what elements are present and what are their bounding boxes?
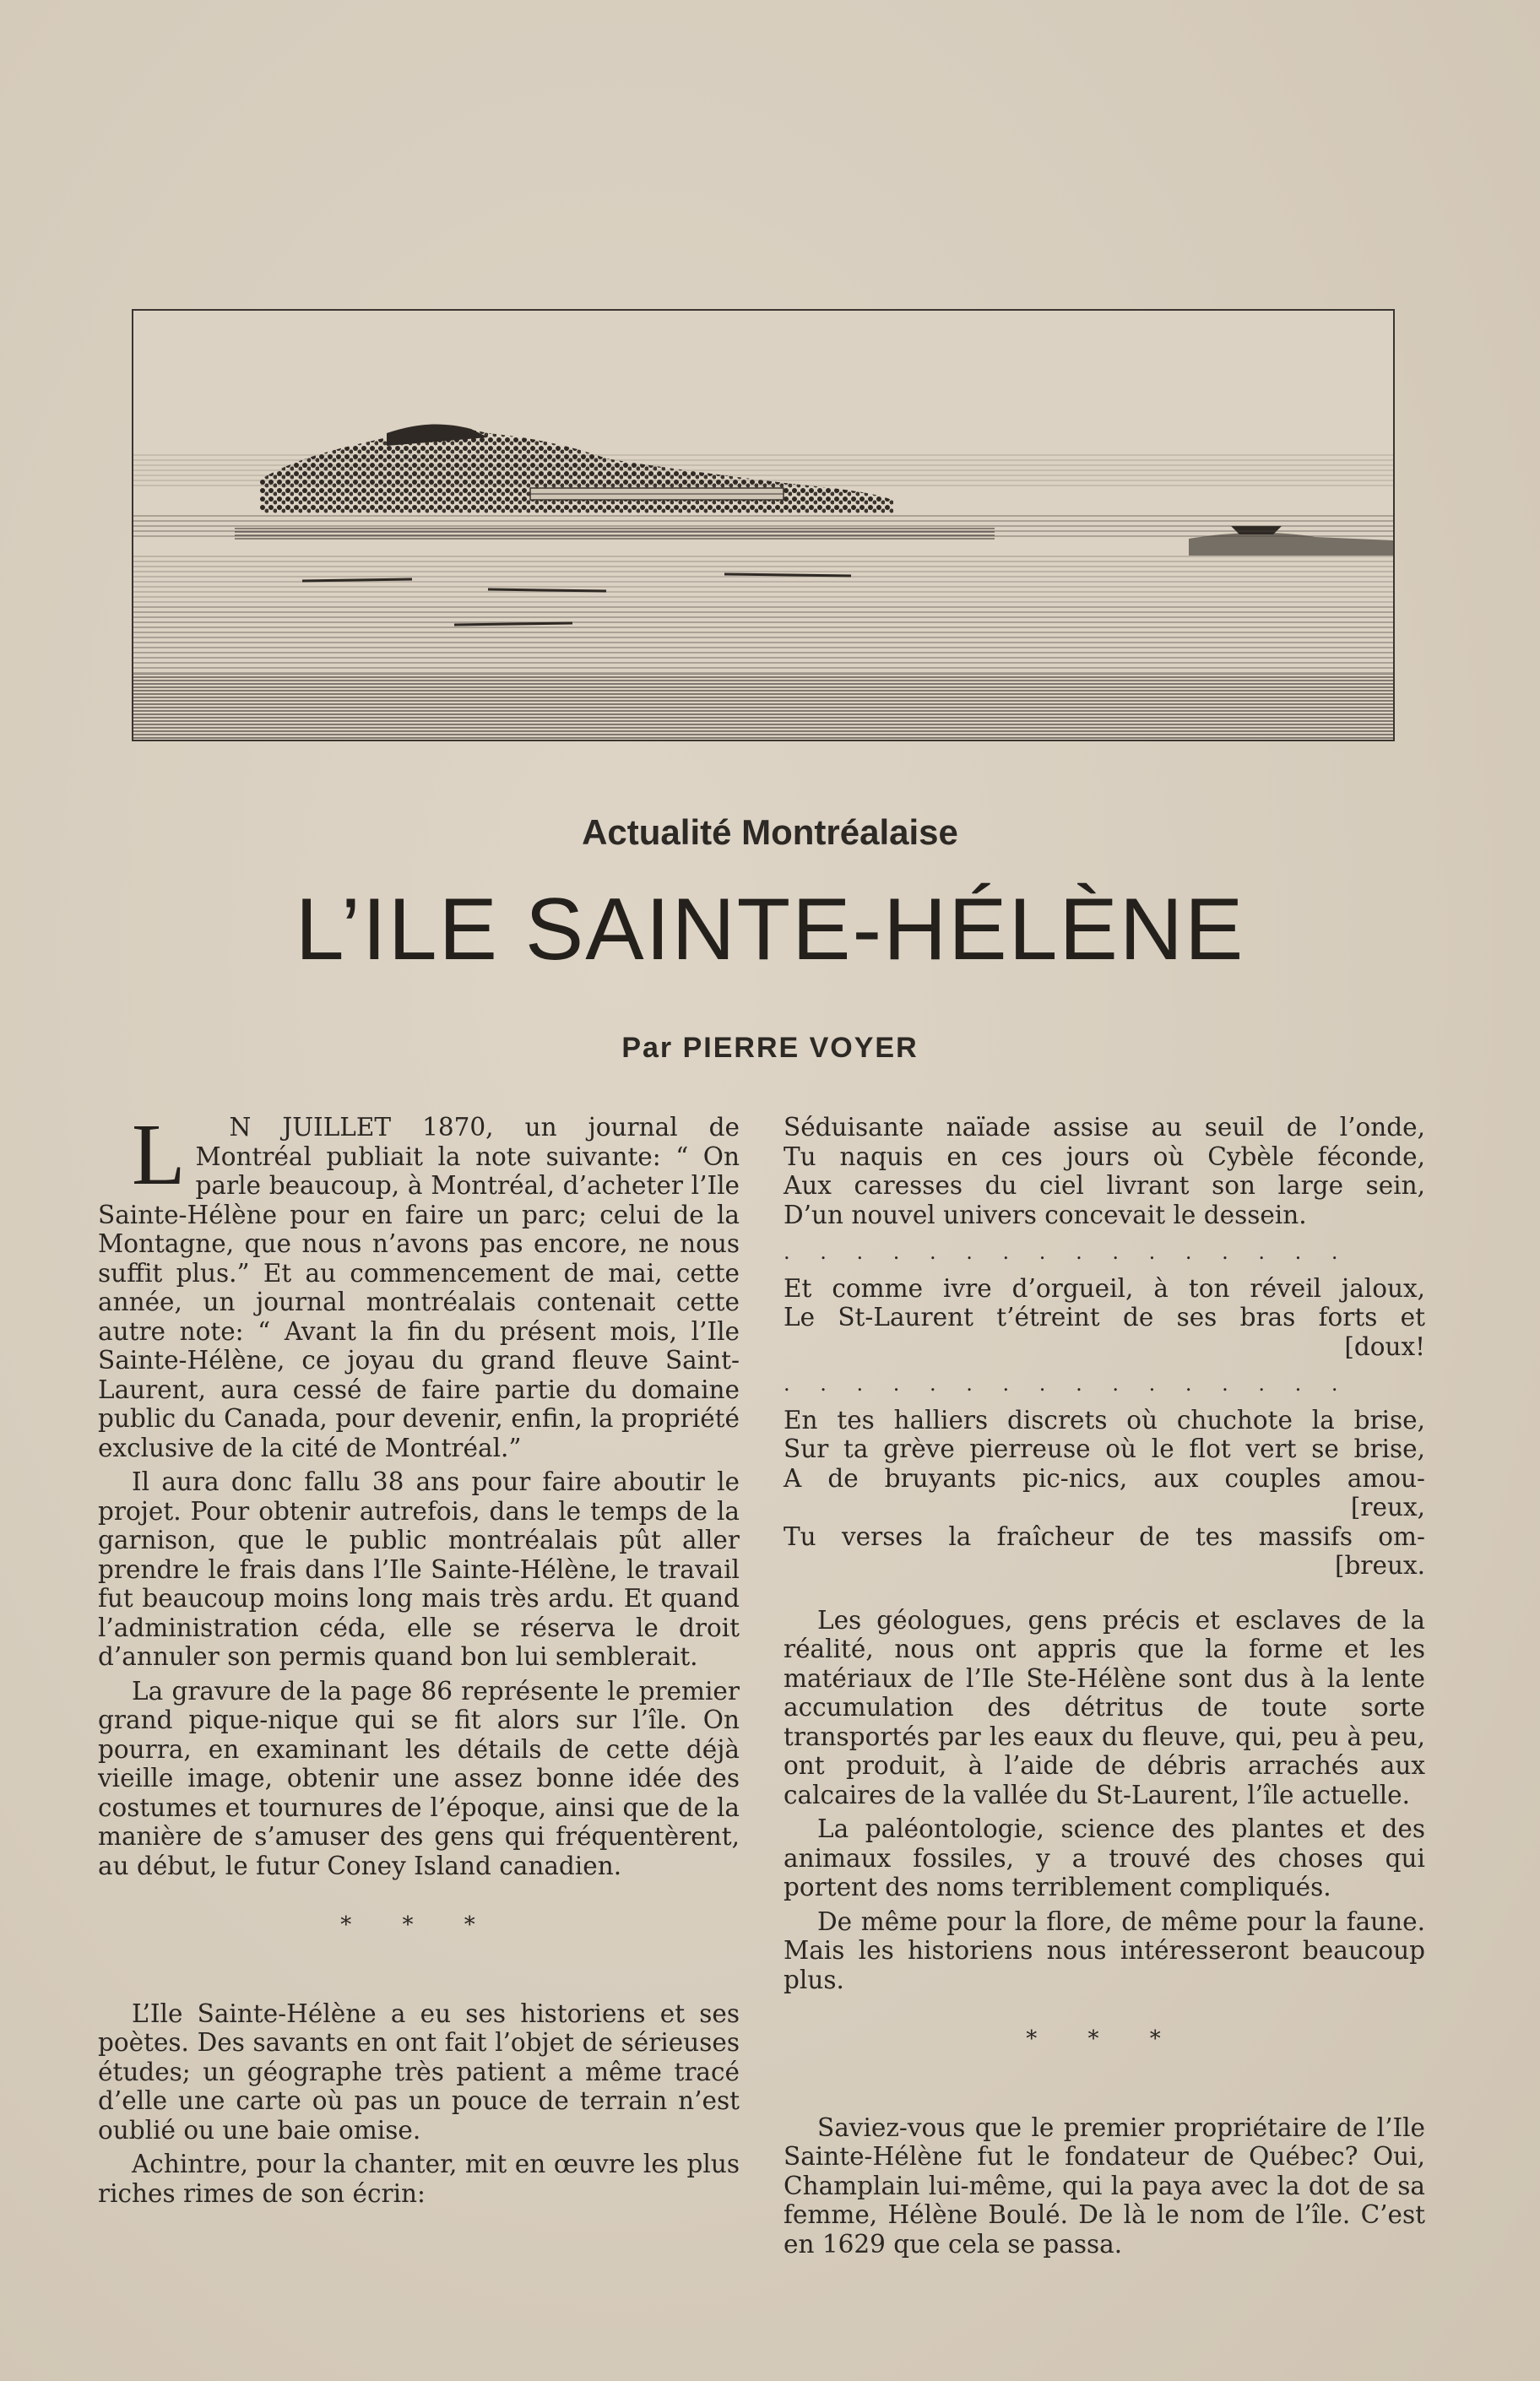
section-kicker: Actualité Montréalaise <box>582 812 958 852</box>
paragraph: L’Ile Sainte-Hélène a eu ses historiens et ses poètes. Des savants en ont fait l’objet de sérieuses études; un géographe très patient a même tracé d’elle une carte où pas un pouce de terrain n’est oublié ou une baie omise. <box>98 1999 740 2145</box>
poem-stanza <box>784 1113 1425 1581</box>
paragraph: Saviez-vous que le premier propriétaire de l’Ile Sainte-Hélène fut le fondateur de Québec? Oui, Champlain lui-même, qui la paya avec la dot de sa femme, Hélène Boulé. De là le nom de l’île. C’est en 1629 que cela se passa. <box>784 2113 1425 2259</box>
island-engraving-illustration <box>132 309 1395 741</box>
verse-line: Sur ta grève pierreuse où le flot vert se brise, <box>784 1435 1425 1463</box>
verse-line: Et comme ivre d’orgueil, à ton réveil jaloux, <box>784 1273 1425 1303</box>
paragraph-opening <box>98 1106 740 1462</box>
verse-line: [reux, <box>1350 1493 1425 1521</box>
verse-line: A de bruyants pic-nics, aux couples amou- <box>784 1463 1425 1493</box>
engraving-island-landscape-icon <box>133 311 1393 740</box>
paragraph: La paléontologie, science des plantes et des animaux fossiles, y a trouvé des choses qui portent des noms terriblement compliqués. <box>784 1814 1425 1901</box>
paragraph: Achintre, pour la chanter, mit en œuvre les plus riches rimes de son écrin: <box>98 2150 740 2208</box>
paragraph: La gravure de la page 86 représente le premier grand pique-nique qui se fit alors sur l’île. On pourra, en examinant les détails de cette déjà vieille image, obtenir une assez bonne idée des costumes et tournures de l’époque, ainsi que de la manière de s’amuser des gens qui fréquentèrent, au début, le futur Coney Island canadien. <box>98 1676 740 1880</box>
article-title: L’ILE SAINTE-HÉLÈNE <box>295 881 1245 979</box>
ellipsis-row: . . . . . . . . . . . . . . . . <box>784 1372 1350 1396</box>
verse-line: D’un nouvel univers concevait le dessein. <box>784 1200 1307 1229</box>
drop-cap: L <box>132 1106 186 1203</box>
section-separator: * * * <box>1026 2026 1183 2052</box>
left-column <box>98 1106 740 2213</box>
verse-line: Tu naquis en ces jours où Cybèle féconde, <box>784 1142 1425 1171</box>
paragraph: Il aura donc fallu 38 ans pour faire aboutir le projet. Pour obtenir autrefois, dans le temps de la garnison, que le public montréalais pût aller prendre le frais dans l’Ile Sainte-Hélène, le travail fut beaucoup moins long mais très ardu. Et quand l’administration céda, elle se réserva le droit d’annuler son permis quand bon lui semblerait. <box>98 1467 740 1671</box>
verse-line: En tes halliers discrets où chuchote la brise, <box>784 1405 1425 1435</box>
verse-line: Séduisante naïade assise au seuil de l’onde, <box>784 1113 1425 1142</box>
right-column <box>784 1113 1425 2264</box>
paragraph: Les géologues, gens précis et esclaves de la réalité, nous ont appris que la forme et les matériaux de l’Ile Ste-Hélène sont dus à la lente accumulation des détritus de toute sorte transportés par les eaux du fleuve, qui, peu à peu, ont produit, à l’aide de débris arrachés aux calcaires de la vallée du St-Laurent, l’île actuelle. <box>784 1605 1425 1809</box>
verse-line: Aux caresses du ciel livrant son large sein, <box>784 1171 1425 1200</box>
article-byline: Par PIERRE VOYER <box>621 1032 919 1064</box>
paragraph: De même pour la flore, de même pour la faune. Mais les historiens nous intéresseront beaucoup plus. <box>784 1906 1425 1994</box>
verse-line: [breux. <box>1335 1551 1425 1580</box>
verse-line: Le St-Laurent t’étreint de ses bras forts et <box>784 1303 1425 1332</box>
paragraph-text: N JUILLET 1870, un journal de Montréal publiait la note suivante: “ On parle beaucoup, à Montréal, d’acheter l’Ile Sainte-Hélène pour en faire un parc; celui de la Montagne, que nous n’avons pas encore, ne nous suffit plus.” Et au commencement de mai, cette année, un journal montréalais contenait cette autre note: “ Avant la fin du présent mois, l’Ile Sainte-Hélène, ce joyau du grand fleuve Saint-Laurent, aura cessé de faire partie du domaine public du Canada, pour devenir, enfin, la propriété exclusive de la cité de Montréal.” <box>98 1113 740 1462</box>
section-separator: * * * <box>340 1912 497 1938</box>
verse-line: Tu verses la fraîcheur de tes massifs om- <box>784 1521 1425 1551</box>
verse-line: [doux! <box>1344 1332 1425 1361</box>
ellipsis-row: . . . . . . . . . . . . . . . . <box>784 1240 1350 1264</box>
